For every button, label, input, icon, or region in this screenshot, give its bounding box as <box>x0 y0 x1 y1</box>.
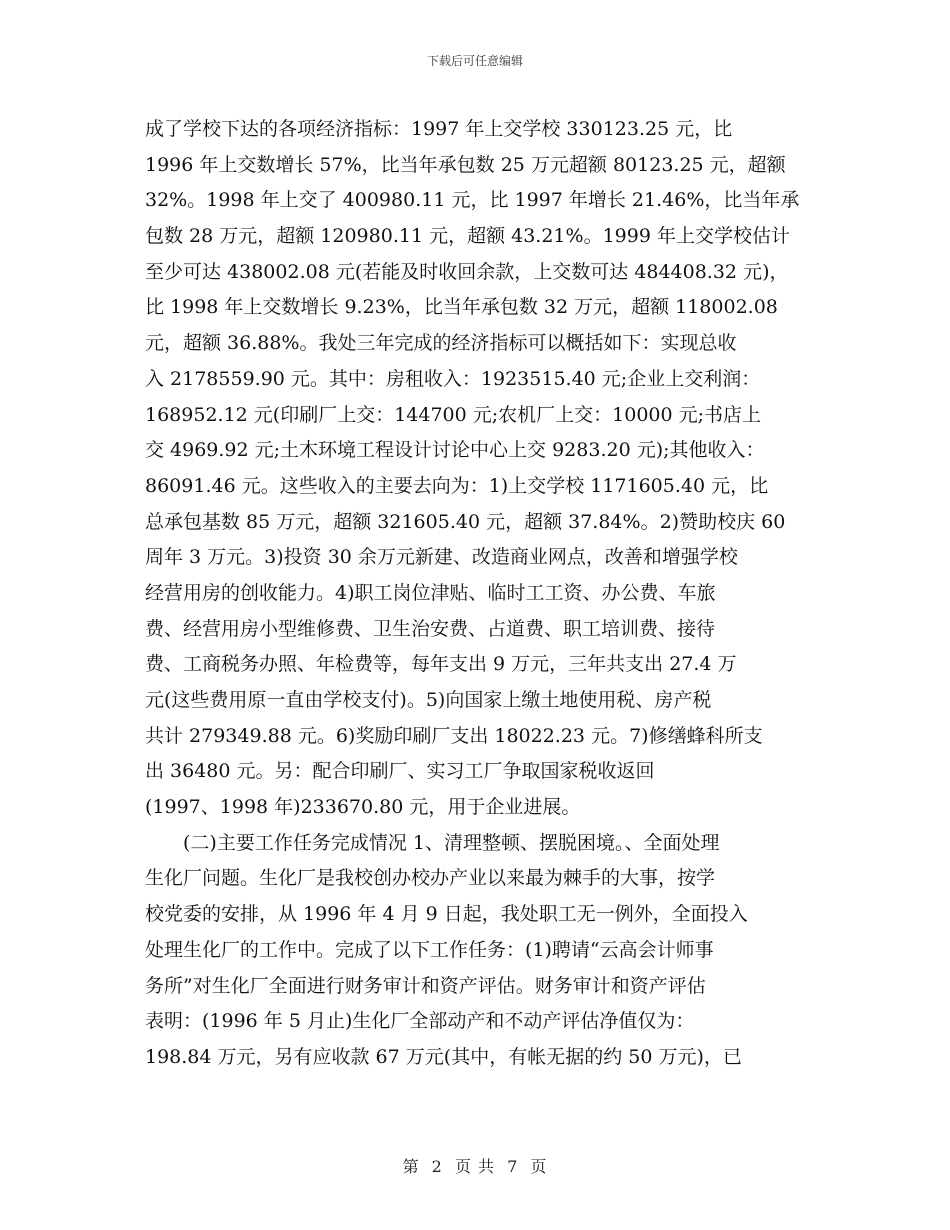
text-line: (1997、1998 年)233670.80 元，用于企业进展。 <box>145 796 581 819</box>
current-page-number: 2 <box>431 1157 443 1176</box>
text-line: 198.84 万元，另有应收款 67 万元(其中，有帐无据的约 50 万元)，已 <box>145 1045 742 1068</box>
text-line: 元，超额 36.88%。我处三年完成的经济指标可以概括如下：实现总收 <box>145 332 737 355</box>
text-line: 86091.46 元。这些收入的主要去向为：1)上交学校 1171605.40 元，比 <box>145 474 769 497</box>
total-page-count: 7 <box>507 1157 519 1176</box>
text-line: 费、经营用房小型维修费、卫生治安费、占道费、职工培训费、接待 <box>145 617 716 640</box>
document-body <box>145 112 825 1076</box>
text-line: 处理生化厂的工作中。完成了以下工作任务：(1)聘请“云高会计师事 <box>145 938 714 961</box>
text-line: 元(这些费用原一直由学校支付)。5)向国家上缴土地使用税、房产税 <box>145 689 712 711</box>
footer-middle: 页 共 <box>454 1157 496 1176</box>
footer-suffix: 页 <box>530 1157 548 1176</box>
text-line: 共计 279349.88 元。6)奖励印刷厂支出 18022.23 元。7)修缮蜂科所支 <box>145 724 763 747</box>
text-line: 总承包基数 85 万元，超额 321605.40 元，超额 37.84%。2)赞助校庆 60 <box>145 510 786 533</box>
text-line: 费、工商税务办照、年检费等，每年支出 9 万元，三年共支出 27.4 万 <box>145 653 737 676</box>
text-line: 生化厂问题。生化厂是我校创办校办产业以来最为棘手的大事，按学 <box>145 867 716 890</box>
text-line: 成了学校下达的各项经济指标：1997 年上交学校 330123.25 元，比 <box>145 118 733 140</box>
text-line: 至少可达 438002.08 元(若能及时收回余款，上交数可达 484408.32 元)， <box>145 260 789 283</box>
text-line: 入 2178559.90 元。其中：房租收入：1923515.40 元;企业上交利润： <box>145 367 761 390</box>
text-line: 32%。1998 年上交了 400980.11 元，比 1997 年增长 21.46%，比当年承 <box>145 189 800 212</box>
text-line: 务所”对生化厂全面进行财务审计和资产评估。财务审计和资产评估 <box>145 974 706 997</box>
text-line: 校党委的安排，从 1996 年 4 月 9 日起，我处职工无一例外，全面投入 <box>145 903 748 926</box>
page-header: 下载后可任意编辑 <box>426 54 523 68</box>
text-line: 周年 3 万元。3)投资 30 余万元新建、改造商业网点，改善和增强学校 <box>145 546 738 569</box>
page-footer <box>0 1154 950 1177</box>
text-line: 出 36480 元。另：配合印刷厂、实习工厂争取国家税收返回 <box>145 760 655 783</box>
text-line: 1996 年上交数增长 57%，比当年承包数 25 万元超额 80123.25 元，超额 <box>145 153 786 176</box>
paragraph-start-line: (二)主要工作任务完成情况 1、清理整顿、摆脱困境。、全面处理 <box>183 831 720 854</box>
text-line: 168952.12 元(印刷厂上交：144700 元;农机厂上交：10000 元;书店上 <box>145 403 762 426</box>
text-line: 交 4969.92 元;土木环境工程设计讨论中心上交 9283.20 元);其他收入： <box>145 439 765 462</box>
text-line: 包数 28 万元，超额 120980.11 元，超额 43.21%。1999 年上交学校估计 <box>145 225 790 248</box>
footer-prefix: 第 <box>402 1157 420 1176</box>
text-line: 比 1998 年上交数增长 9.23%，比当年承包数 32 万元，超额 118002.08 <box>145 296 778 319</box>
text-line: 经营用房的创收能力。4)职工岗位津贴、临时工工资、办公费、车旅 <box>145 581 716 604</box>
text-line: 表明：(1996 年 5 月止)生化厂全部动产和不动产评估净值仅为： <box>145 1010 695 1033</box>
